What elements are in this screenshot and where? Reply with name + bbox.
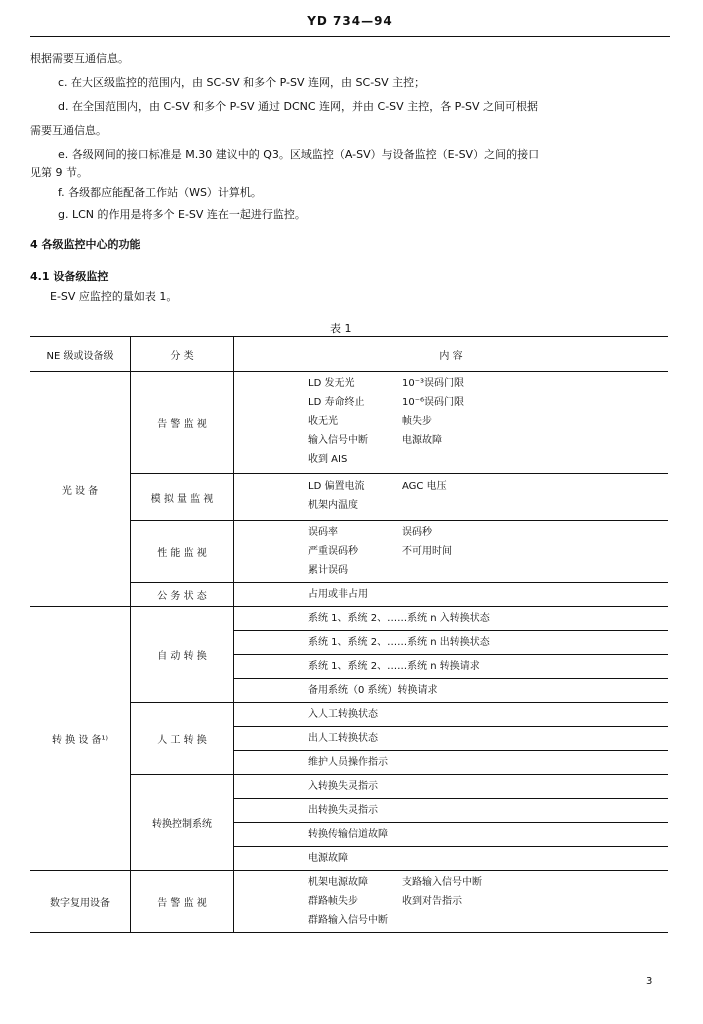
content-auto-switch-row: 系统 1、系统 2、……系统 n 转换请求 <box>234 655 669 679</box>
category-manual-switch: 人 工 转 换 <box>131 703 234 775</box>
content-line: 累计误码 <box>308 565 348 576</box>
content-line: 收无光 帧失步 <box>308 416 432 427</box>
paragraph-c: c. 在大区级监控的范围内，由 SC-SV 和多个 P-SV 连网，由 SC-SV 主控； <box>58 76 426 89</box>
monitoring-table <box>30 336 668 933</box>
paragraph-g: g. LCN 的作用是将多个 E-SV 连在一起进行监控。 <box>58 208 306 221</box>
page-number: 3 <box>646 976 653 987</box>
content-business-status: 占用或非占用 <box>234 583 669 607</box>
table-row <box>30 372 668 474</box>
paragraph-e-line2: 见第 9 节。 <box>30 166 88 179</box>
header-content: 内 容 <box>234 337 669 372</box>
content-performance-monitor <box>234 521 669 583</box>
content-switch-control-row: 入转换失灵指示 <box>234 775 669 799</box>
content-manual-switch-row: 出人工转换状态 <box>234 727 669 751</box>
content-manual-switch-row: 入人工转换状态 <box>234 703 669 727</box>
content-line: LD 发无光 10⁻³误码门限 <box>308 378 465 389</box>
paragraph-continuation: 根据需要互通信息。 <box>30 52 129 65</box>
content-switch-control-row: 出转换失灵指示 <box>234 799 669 823</box>
header-category: 分 类 <box>131 337 234 372</box>
section-4-heading: 4 各级监控中心的功能 <box>30 238 141 251</box>
content-analog-monitor <box>234 474 669 521</box>
category-performance-monitor: 性 能 监 视 <box>131 521 234 583</box>
table-row <box>30 871 668 933</box>
table-row <box>30 607 668 631</box>
table-caption: 表 1 <box>330 322 352 335</box>
content-line: 严重误码秒 不可用时间 <box>308 546 452 557</box>
content-auto-switch-row: 系统 1、系统 2、……系统 n 入转换状态 <box>234 607 669 631</box>
section-4-1-heading: 4.1 设备级监控 <box>30 270 109 283</box>
content-mux-alarm-monitor <box>234 871 669 933</box>
category-business-status: 公 务 状 态 <box>131 583 234 607</box>
content-auto-switch-row: 备用系统（0 系统）转换请求 <box>234 679 669 703</box>
category-analog-monitor: 模 拟 量 监 视 <box>131 474 234 521</box>
content-manual-switch-row: 维护人员操作指示 <box>234 751 669 775</box>
paragraph-e-line1: e. 各级网间的接口标准是 M.30 建议中的 Q3。区域监控（A-SV）与设备监控（E-SV）之间的接口 <box>58 148 540 161</box>
category-switch-control: 转换控制系统 <box>131 775 234 871</box>
group-optical-label: 光 设 备 <box>30 372 131 607</box>
category-auto-switch: 自 动 转 换 <box>131 607 234 703</box>
header-rule <box>30 36 670 37</box>
paragraph-d-line2: 需要互通信息。 <box>30 124 107 137</box>
content-line: 群路帧失步 收到对告指示 <box>308 896 462 907</box>
paragraph-f: f. 各级都应能配备工作站（WS）计算机。 <box>58 186 262 199</box>
content-line: 群路输入信号中断 <box>308 915 388 926</box>
content-alarm-monitor <box>234 372 669 474</box>
content-line: 收到 AIS <box>308 454 348 465</box>
category-mux-alarm-monitor: 告 警 监 视 <box>131 871 234 933</box>
content-line: 机架内温度 <box>308 500 358 511</box>
content-line: 误码率 误码秒 <box>308 527 432 538</box>
content-line: LD 偏置电流 AGC 电压 <box>308 481 447 492</box>
paragraph-d-line1: d. 在全国范围内，由 C-SV 和多个 P-SV 通过 DCNC 连网，并由 C-SV 主控，各 P-SV 之间可根据 <box>58 100 539 113</box>
content-line: 输入信号中断 电源故障 <box>308 435 442 446</box>
category-alarm-monitor: 告 警 监 视 <box>131 372 234 474</box>
table-header-row <box>30 337 668 372</box>
document-header: YD 734—94 <box>307 14 393 28</box>
content-line: 机架电源故障 支路输入信号中断 <box>308 877 482 888</box>
content-switch-control-row: 转换传输信道故障 <box>234 823 669 847</box>
group-switching-label: 转 换 设 备¹⁾ <box>30 607 131 871</box>
section-4-1-intro: E-SV 应监控的量如表 1。 <box>50 290 178 303</box>
group-mux-label: 数字复用设备 <box>30 871 131 933</box>
content-auto-switch-row: 系统 1、系统 2、……系统 n 出转换状态 <box>234 631 669 655</box>
content-line: LD 寿命终止 10⁻⁶误码门限 <box>308 397 465 408</box>
header-ne-level: NE 级或设备级 <box>30 337 131 372</box>
content-switch-control-row: 电源故障 <box>234 847 669 871</box>
